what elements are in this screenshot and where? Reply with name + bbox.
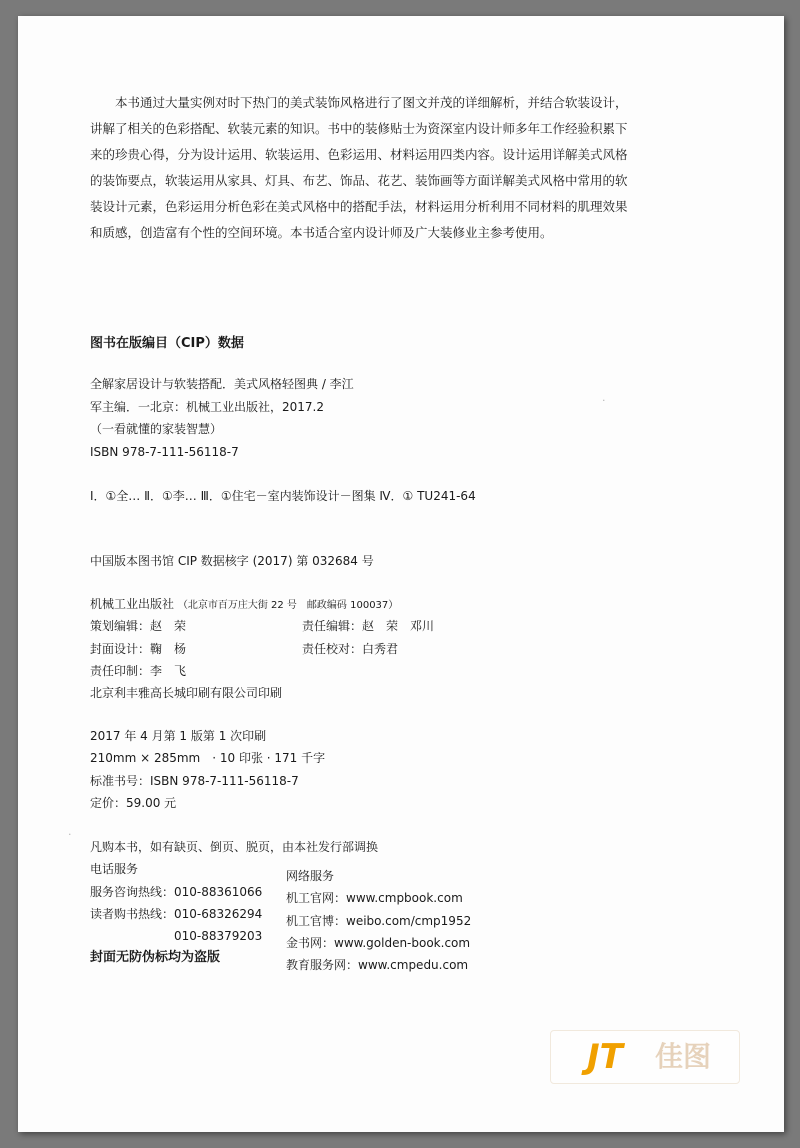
intro-line: 和质感，创造富有个性的空间环境。本书适合室内设计师及广大装修业主参考使用。 <box>90 225 553 240</box>
printer: 北京利丰雅高长城印刷有限公司印刷 <box>90 686 283 700</box>
cip-heading: 图书在版编目（CIP）数据 <box>90 336 244 351</box>
cip-verification: 中国版本图书馆 CIP 数据核字 (2017) 第 032684 号 <box>90 554 374 568</box>
reader-hotline: 读者购书热线：010-68326294 <box>90 907 263 921</box>
intro-line: 的装饰要点，软装运用从家具、灯具、布艺、饰品、花艺、装饰画等方面详解美式风格中常用的软 <box>90 173 628 188</box>
edition-price: 定价：59.00 元 <box>90 796 177 810</box>
watermark-brand-text: 佳图 <box>655 1040 712 1073</box>
service-hotline: 服务咨询热线：010-88361066 <box>90 885 263 899</box>
publisher-line <box>90 596 398 614</box>
service-notice: 凡购本书，如有缺页、倒页、脱页，由本社发行部调换 <box>90 840 379 854</box>
planning-editor: 策划编辑：赵 荣 <box>90 619 187 633</box>
intro-line: 本书通过大量实例对时下热门的美式装饰风格进行了图文并茂的详细解析，并结合软装设计， <box>115 95 628 110</box>
book-introduction <box>90 90 650 246</box>
education-site: 教育服务网：www.cmpedu.com <box>286 958 469 972</box>
web-service-title: 网络服务 <box>286 869 335 883</box>
watermark-logo-mark: JT <box>587 1037 623 1077</box>
cip-line: （一看就懂的家装智慧） <box>90 422 223 436</box>
edition-isbn: 标准书号：ISBN 978-7-111-56118-7 <box>90 774 299 788</box>
intro-line: 装设计元素，色彩运用分析色彩在美式风格中的搭配手法，材料运用分析利用不同材料的肌理效果 <box>90 199 628 214</box>
proofreader: 责任校对：白秀君 <box>302 642 399 656</box>
cip-line: ISBN 978-7-111-56118-7 <box>90 445 239 459</box>
reader-hotline-2: 010-88379203 <box>174 929 263 943</box>
official-weibo: 机工官博：weibo.com/cmp1952 <box>286 914 472 928</box>
phone-service-title: 电话服务 <box>90 862 139 876</box>
publisher-name: 机械工业出版社 <box>90 597 175 611</box>
page-speck: · <box>602 394 606 407</box>
anti-piracy-notice: 封面无防伪标均为盗版 <box>90 950 221 965</box>
cip-line: 军主编．一北京：机械工业出版社，2017.2 <box>90 400 324 414</box>
intro-line: 讲解了相关的色彩搭配、软装元素的知识。书中的装修贴士为资深室内设计师多年工作经验积累下 <box>90 121 628 136</box>
watermark-logo <box>550 1030 740 1084</box>
official-website: 机工官网：www.cmpbook.com <box>286 891 463 905</box>
edition-format: 210mm × 285mm · 10 印张 · 171 千字 <box>90 751 326 765</box>
golden-book-site: 金书网：www.golden-book.com <box>286 936 471 950</box>
cip-classification: Ⅰ．①全… Ⅱ．①李… Ⅲ．①住宅－室内装饰设计－图集 Ⅳ．① TU241-64 <box>90 489 476 503</box>
print-manager: 责任印制：李 飞 <box>90 664 187 678</box>
responsible-editor: 责任编辑：赵 荣 邓川 <box>302 619 435 633</box>
cip-line: 全解家居设计与软装搭配．美式风格轻图典 / 李江 <box>90 377 354 391</box>
book-page <box>18 16 784 1132</box>
cover-design: 封面设计：鞠 杨 <box>90 642 187 656</box>
page-speck: · <box>68 828 72 841</box>
intro-line: 来的珍贵心得，分为设计运用、软装运用、色彩运用、材料运用四类内容。设计运用详解美式风格 <box>90 147 628 162</box>
edition-printing: 2017 年 4 月第 1 版第 1 次印刷 <box>90 729 267 743</box>
publisher-address: （北京市百万庄大街 22 号 邮政编码 100037） <box>177 600 399 611</box>
